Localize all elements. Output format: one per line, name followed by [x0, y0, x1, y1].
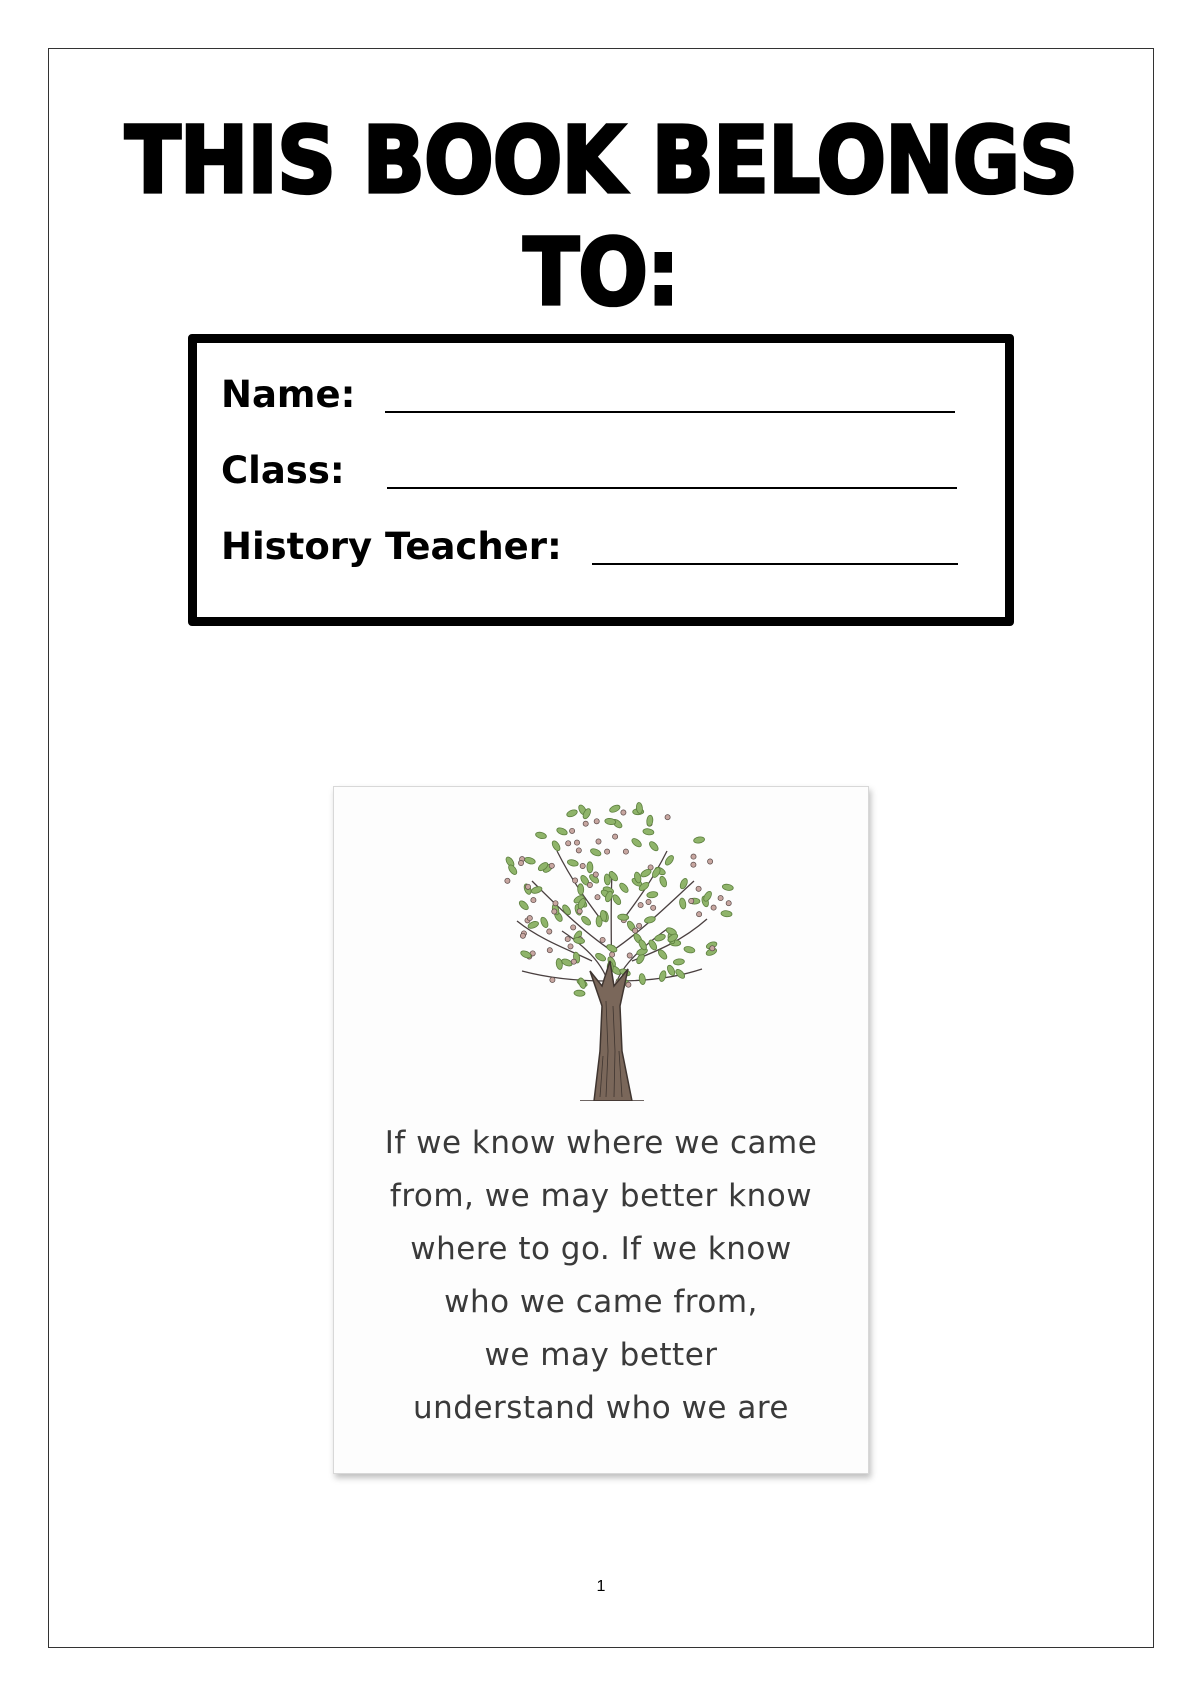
tree-berry — [593, 872, 598, 877]
tree-leaf — [693, 836, 705, 844]
tree-leaf — [566, 809, 578, 819]
tree-berry — [570, 828, 575, 833]
tree-berry — [568, 944, 573, 949]
history-teacher-input-line[interactable] — [592, 563, 958, 565]
tree-leaf — [673, 958, 685, 965]
tree-leaf — [587, 862, 593, 873]
tree-berry — [708, 859, 713, 864]
tree-leaf — [618, 914, 629, 921]
name-input-line[interactable] — [385, 411, 955, 413]
quote-line: where to go. If we know — [410, 1231, 792, 1267]
tree-leaf — [644, 916, 656, 924]
tree-trunk — [590, 961, 632, 1101]
quote-line: If we know where we came — [384, 1125, 818, 1161]
tree-leaf — [561, 904, 572, 916]
tree-leaf — [664, 854, 675, 866]
tree-berry — [646, 899, 651, 904]
page-title: THIS BOOK BELONGS TO: — [124, 108, 1078, 327]
tree-leaf — [722, 883, 734, 891]
tree-berry — [600, 937, 605, 942]
tree-leaf — [539, 916, 549, 929]
tree-leaf — [679, 898, 687, 910]
tree-berry — [613, 834, 618, 839]
quote-line: who we came from, — [444, 1284, 758, 1320]
tree-berry — [580, 863, 585, 868]
tree-leaf — [646, 891, 658, 898]
tree-leaf — [637, 939, 648, 952]
tree-berry — [595, 895, 600, 900]
tree-berry — [525, 884, 530, 889]
quote-text — [334, 1117, 868, 1435]
tree-berry — [574, 840, 579, 845]
tree-berry — [527, 916, 532, 921]
tree-berry — [623, 849, 628, 854]
tree-berry — [626, 982, 631, 987]
tree-canopy — [504, 802, 733, 996]
tree-leaf — [702, 890, 713, 903]
tree-berry — [571, 925, 576, 930]
tree-leaf — [518, 899, 530, 911]
tree-berry — [552, 909, 557, 914]
page-number: 1 — [596, 1578, 606, 1595]
history-teacher-field — [221, 519, 958, 569]
tree-leaf — [666, 964, 676, 977]
tree-leaf — [658, 970, 667, 982]
tree-berry — [637, 923, 642, 928]
quote-card — [333, 786, 869, 1474]
tree-leaf — [630, 837, 642, 849]
tree-berry — [711, 905, 716, 910]
tree-berry — [718, 896, 723, 901]
tree-berry — [710, 946, 715, 951]
tree-leaf — [520, 949, 532, 959]
tree-leaf — [574, 990, 585, 997]
tree-berry — [596, 839, 601, 844]
tree-berry — [610, 952, 615, 957]
name-label: Name: — [221, 373, 356, 416]
tree-berry — [587, 882, 592, 887]
tree-berry — [518, 860, 523, 865]
history-teacher-label: History Teacher: — [221, 525, 562, 568]
tree-berry — [550, 977, 555, 982]
quote-line: understand who we are — [412, 1390, 789, 1426]
tree-berry — [573, 878, 578, 883]
tree-leaf — [524, 856, 536, 865]
tree-leaf — [721, 910, 733, 917]
tree-leaf — [530, 885, 542, 894]
tree-berry — [621, 810, 626, 815]
tree-berry — [520, 933, 525, 938]
tree-berry — [638, 903, 643, 908]
tree-berry — [605, 849, 610, 854]
tree-leaf — [589, 847, 601, 857]
tree-leaf — [606, 943, 619, 953]
quote-line: from, we may better know — [389, 1178, 813, 1214]
tree-leaf — [642, 828, 654, 836]
tree-berry — [627, 953, 632, 958]
tree-berry — [691, 854, 696, 859]
tree-leaf — [609, 804, 621, 814]
tree-berry — [576, 848, 581, 853]
tree-berry — [547, 929, 552, 934]
tree-berry — [547, 948, 552, 953]
tree-leaf — [580, 915, 592, 927]
tree-leaf — [556, 826, 568, 836]
tree-leaf — [658, 875, 667, 887]
tree-leaf — [551, 840, 562, 853]
tree-icon — [472, 801, 752, 1101]
class-field — [221, 443, 957, 493]
tree-berry — [691, 862, 696, 867]
tree-leaf — [567, 859, 579, 867]
owner-info-box — [188, 334, 1014, 626]
tree-leaf — [573, 937, 585, 945]
tree-berry — [594, 819, 599, 824]
tree-berry — [633, 928, 638, 933]
tree-berry — [697, 912, 702, 917]
tree-berry — [696, 886, 701, 891]
tree-leaf — [640, 868, 653, 879]
quote-line: we may better — [484, 1337, 718, 1373]
tree-berry — [566, 841, 571, 846]
tree-berry — [571, 959, 576, 964]
tree-leaf — [674, 968, 686, 980]
tree-berry — [505, 878, 510, 883]
tree-berry — [565, 937, 570, 942]
class-label: Class: — [221, 449, 345, 492]
tree-leaf — [683, 946, 695, 954]
tree-leaf — [648, 840, 660, 852]
class-input-line[interactable] — [387, 487, 957, 489]
tree-leaf — [654, 933, 666, 942]
tree-leaf — [577, 977, 586, 989]
tree-berry — [651, 905, 656, 910]
tree-berry — [577, 909, 582, 914]
tree-berry — [531, 898, 536, 903]
tree-berry — [553, 901, 558, 906]
tree-leaf — [611, 893, 622, 905]
tree-berry — [665, 815, 670, 820]
tree-leaf — [639, 973, 646, 985]
tree-leaf — [577, 884, 584, 895]
tree-berry — [726, 901, 731, 906]
tree-leaf — [618, 882, 630, 894]
tree-berry — [689, 898, 694, 903]
name-field — [221, 367, 955, 417]
tree-leaf — [535, 831, 547, 839]
tree-berry — [583, 821, 588, 826]
tree-berry — [549, 863, 554, 868]
